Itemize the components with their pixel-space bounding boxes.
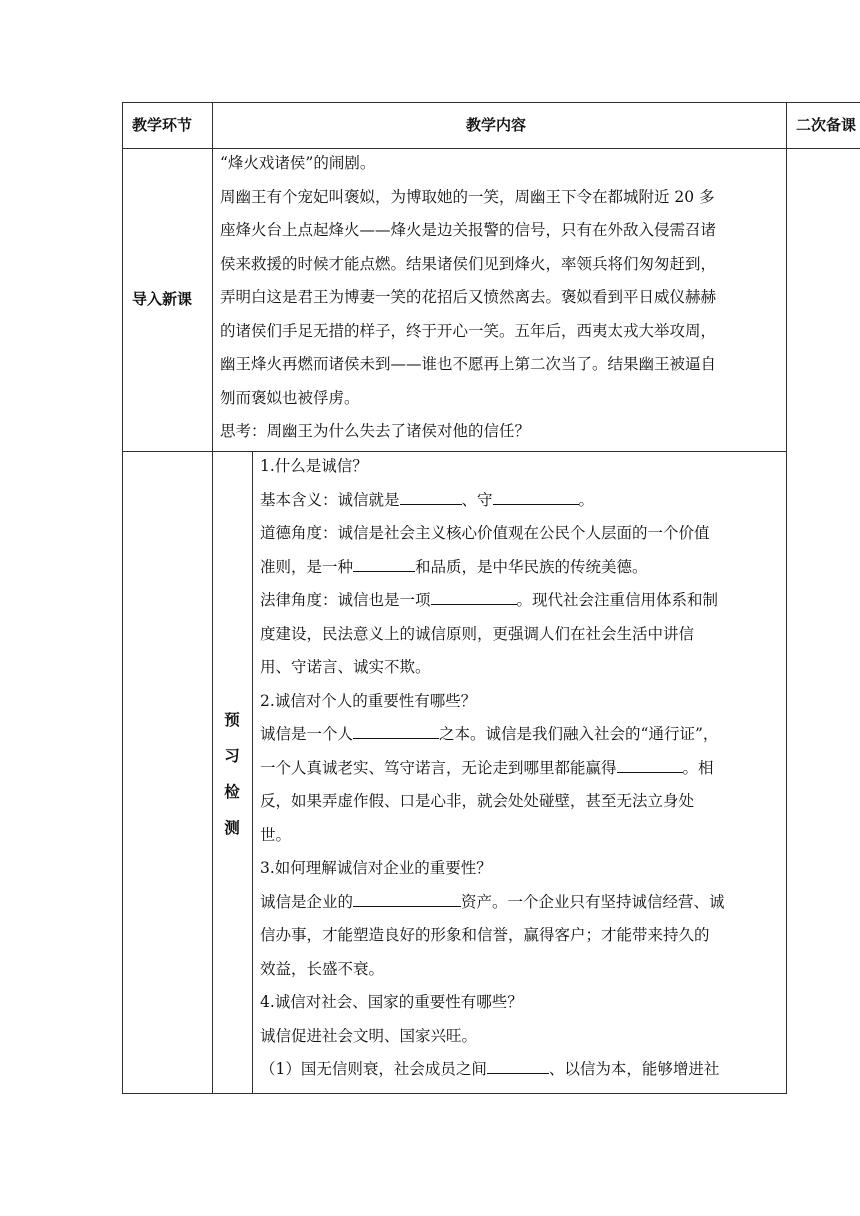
- answer-blank[interactable]: [353, 722, 439, 739]
- table-border-top: [122, 102, 860, 103]
- answer-blank[interactable]: [617, 756, 683, 773]
- moral-line-2: [260, 551, 782, 585]
- enterprise-line-3: 效益，长盛不衰。: [260, 959, 385, 978]
- answer-blank[interactable]: [493, 488, 579, 505]
- individual-line-1: [260, 718, 782, 752]
- row-label-char-3: 检: [224, 783, 240, 801]
- table-subcol-divider: [252, 451, 253, 1094]
- answer-blank[interactable]: [353, 890, 461, 907]
- basic-text-b: 、守: [461, 490, 493, 509]
- law-text-a: 法律角度：诚信也是一项: [260, 591, 431, 609]
- answer-blank[interactable]: [353, 555, 415, 572]
- moral-text-a: 准则，是一种: [260, 557, 354, 576]
- question-2: 2.诚信对个人的重要性有哪些？: [260, 691, 477, 710]
- intro-text: [220, 147, 782, 449]
- question-1: 1.什么是诚信？: [260, 457, 368, 475]
- answer-blank[interactable]: [431, 588, 517, 605]
- law-line-1: [260, 584, 782, 618]
- intro-line-1: “烽火戏诸侯”的闹剧。: [220, 154, 376, 172]
- individual-line-2: [260, 752, 782, 786]
- table-col-divider-2: [786, 102, 787, 1094]
- enterprise-line-2: 信办事，才能塑造良好的形象和信誉，赢得客户；才能带来持久的: [260, 926, 710, 944]
- enterprise-text-a: 诚信是企业的: [260, 892, 354, 911]
- intro-line-4: 侯来救援的时候才能点燃。结果诸侯们见到烽火，率领兵将们匆匆赶到，: [220, 254, 717, 273]
- row-label-char-2: 习: [224, 747, 240, 765]
- intro-line-7: 幽王烽火再燃而诸侯未到——谁也不愿再上第二次当了。结果幽王被逼自: [220, 355, 717, 373]
- society-line-2: [260, 1053, 782, 1087]
- intro-line-9: 思考：周幽王为什么失去了诸侯对他的信任？: [220, 422, 531, 440]
- intro-line-3: 座烽火台上点起烽火——烽火是边关报警的信号，只有在外敌入侵需召诸: [220, 221, 717, 239]
- intro-line-6: 的诸侯们手足无措的样子，终于开心一笑。五年后，西夷太戎大举攻周，: [220, 321, 717, 340]
- header-notes: 二次备课: [796, 116, 857, 134]
- enterprise-line-1: [260, 886, 782, 920]
- individual-line-4: 世。: [260, 825, 292, 844]
- intro-line-5: 弄明白这是君王为博妻一笑的花招后又愤然离去。褒姒看到平日威仪赫赫: [220, 288, 717, 306]
- basic-text-a: 基本含义：诚信就是: [260, 490, 400, 509]
- row-label-char-1: 预: [224, 711, 240, 729]
- enterprise-text-b: 资产。一个企业只有坚持诚信经营、诚: [461, 892, 725, 911]
- individual-text-b: 之本。诚信是我们融入社会的“通行证”，: [439, 725, 719, 743]
- basic-meaning: [260, 484, 782, 518]
- answer-blank[interactable]: [400, 488, 462, 505]
- society-line-1: 诚信促进社会文明、国家兴旺。: [260, 1026, 478, 1045]
- moral-line-1: 道德角度：诚信是社会主义核心价值观在公民个人层面的一个价值: [260, 524, 710, 542]
- row-label-char-4: 测: [224, 819, 240, 837]
- individual-text-a: 诚信是一个人: [260, 725, 354, 743]
- row-label-intro: 导入新课: [132, 290, 193, 308]
- answer-blank[interactable]: [487, 1057, 549, 1074]
- individual-text-d: 。相: [682, 758, 714, 777]
- header-section: 教学环节: [132, 116, 193, 134]
- law-line-2: 度建设，民法意义上的诚信原则，更强调人们在社会生活中讲信: [260, 624, 695, 643]
- question-4: 4.诚信对社会、国家的重要性有哪些？: [260, 993, 523, 1011]
- question-3: 3.如何理解诚信对企业的重要性？: [260, 859, 492, 877]
- society-text-a: （1）国无信则衰，社会成员之间: [260, 1060, 487, 1078]
- law-line-3: 用、守诺言、诚实不欺。: [260, 658, 431, 676]
- basic-text-c: 。: [578, 490, 595, 509]
- header-content: 教学内容: [466, 116, 527, 134]
- row-label-preview-check: [217, 702, 247, 846]
- law-text-b: 。现代社会注重信用体系和制: [516, 591, 719, 609]
- society-text-b: 、以信为本，能够增进社: [548, 1060, 720, 1078]
- table-col-divider-1: [212, 102, 213, 1094]
- intro-line-8: 刎而褒姒也被俘虏。: [220, 388, 360, 407]
- individual-line-3: 反，如果弄虚作假、口是心非，就会处处碰壁，甚至无法立身处: [260, 792, 695, 810]
- table-border-left: [122, 102, 123, 1094]
- preview-content: [260, 450, 782, 1087]
- individual-text-c: 一个人真诚老实、笃守诺言，无论走到哪里都能赢得: [260, 758, 617, 777]
- intro-line-2: 周幽王有个宠妃叫褒姒，为博取她的一笑，周幽王下令在都城附近 20 多: [220, 187, 715, 206]
- table-border-bottom: [122, 1093, 787, 1094]
- moral-text-b: 和品质，是中华民族的传统美德。: [415, 557, 648, 576]
